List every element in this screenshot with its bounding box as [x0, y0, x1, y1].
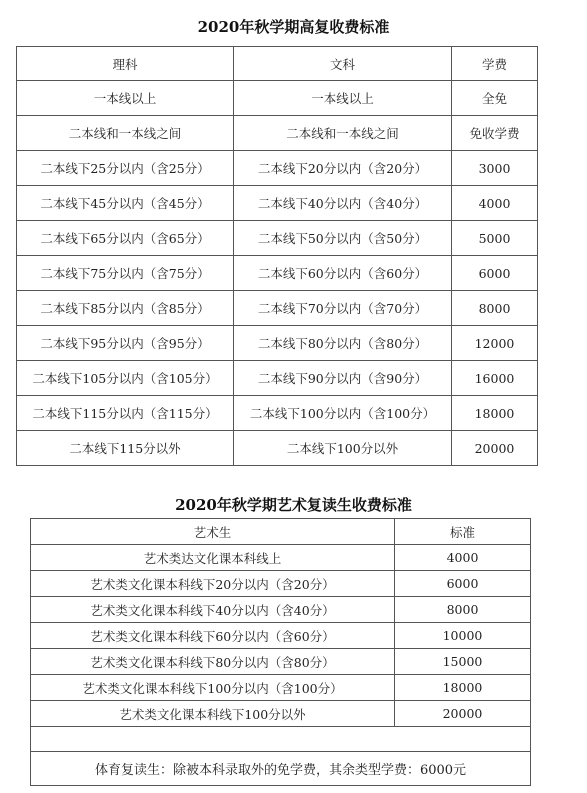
header-liberal-arts: 文科: [234, 47, 452, 81]
table-row: [17, 221, 538, 256]
tuition-cell: 4000: [452, 186, 538, 221]
art-category-cell: 艺术类文化课本科线下100分以内（含100分）: [31, 675, 395, 701]
art-category-cell: 艺术类文化课本科线下100分以外: [31, 701, 395, 727]
arts-cell: 一本线以上: [234, 81, 452, 116]
table-row: [31, 597, 531, 623]
fee-cell: 4000: [395, 545, 531, 571]
table2-title: 2020年秋学期艺术复读生收费标准: [175, 496, 412, 514]
arts-cell: 二本线下50分以内（含50分）: [234, 221, 452, 256]
fee-cell: 6000: [395, 571, 531, 597]
header-standard: 标准: [395, 519, 531, 545]
arts-cell: 二本线下70分以内（含70分）: [234, 291, 452, 326]
art-fee-table: [30, 518, 531, 786]
tuition-cell: 12000: [452, 326, 538, 361]
science-cell: 二本线下65分以内（含65分）: [17, 221, 234, 256]
table-row: [17, 431, 538, 466]
tuition-cell: 20000: [452, 431, 538, 466]
arts-cell: 二本线下100分以内（含100分）: [234, 396, 452, 431]
header-tuition: 学费: [452, 47, 538, 81]
header-science: 理科: [17, 47, 234, 81]
fee-cell: 18000: [395, 675, 531, 701]
header-art-student: 艺术生: [31, 519, 395, 545]
arts-cell: 二本线下60分以内（含60分）: [234, 256, 452, 291]
tuition-cell: 8000: [452, 291, 538, 326]
science-cell: 二本线和一本线之间: [17, 116, 234, 151]
table-row: [31, 649, 531, 675]
table-row: [31, 675, 531, 701]
footer-row: [31, 752, 531, 786]
arts-cell: 二本线下80分以内（含80分）: [234, 326, 452, 361]
science-cell: 二本线下115分以内（含115分）: [17, 396, 234, 431]
table1-title: 2020年秋学期高复收费标准: [197, 18, 390, 36]
table-row: [17, 396, 538, 431]
art-category-cell: 艺术类达文化课本科线上: [31, 545, 395, 571]
science-cell: 二本线下105分以内（含105分）: [17, 361, 234, 396]
table-row: [17, 186, 538, 221]
table-row: [17, 81, 538, 116]
fee-cell: 8000: [395, 597, 531, 623]
table-row: [17, 256, 538, 291]
arts-cell: 二本线和一本线之间: [234, 116, 452, 151]
art-category-cell: 艺术类文化课本科线下20分以内（含20分）: [31, 571, 395, 597]
science-cell: 二本线下85分以内（含85分）: [17, 291, 234, 326]
tuition-cell: 3000: [452, 151, 538, 186]
gaofu-fee-table: [16, 46, 538, 466]
tuition-cell: 18000: [452, 396, 538, 431]
table-row: [17, 291, 538, 326]
science-cell: 二本线下115分以外: [17, 431, 234, 466]
sports-student-note: 体育复读生：除被本科录取外的免学费，其余类型学费：6000元: [31, 752, 531, 786]
table-row: [31, 571, 531, 597]
science-cell: 二本线下75分以内（含75分）: [17, 256, 234, 291]
tuition-cell: 6000: [452, 256, 538, 291]
fee-cell: 10000: [395, 623, 531, 649]
tuition-cell: 5000: [452, 221, 538, 256]
blank-row: [31, 727, 531, 752]
table-row: [17, 151, 538, 186]
table-row: [17, 326, 538, 361]
arts-cell: 二本线下100分以外: [234, 431, 452, 466]
art-category-cell: 艺术类文化课本科线下60分以内（含60分）: [31, 623, 395, 649]
table-header-row: [31, 519, 531, 545]
science-cell: 二本线下95分以内（含95分）: [17, 326, 234, 361]
science-cell: 二本线下45分以内（含45分）: [17, 186, 234, 221]
science-cell: 一本线以上: [17, 81, 234, 116]
arts-cell: 二本线下90分以内（含90分）: [234, 361, 452, 396]
tuition-cell: 16000: [452, 361, 538, 396]
arts-cell: 二本线下40分以内（含40分）: [234, 186, 452, 221]
blank-cell: [31, 727, 531, 752]
table-header-row: [17, 47, 538, 81]
table-row: [17, 116, 538, 151]
art-category-cell: 艺术类文化课本科线下40分以内（含40分）: [31, 597, 395, 623]
science-cell: 二本线下25分以内（含25分）: [17, 151, 234, 186]
art-category-cell: 艺术类文化课本科线下80分以内（含80分）: [31, 649, 395, 675]
tuition-cell: 免收学费: [452, 116, 538, 151]
table-row: [17, 361, 538, 396]
fee-cell: 15000: [395, 649, 531, 675]
table-row: [31, 701, 531, 727]
table-row: [31, 545, 531, 571]
table-row: [31, 623, 531, 649]
arts-cell: 二本线下20分以内（含20分）: [234, 151, 452, 186]
tuition-cell: 全免: [452, 81, 538, 116]
fee-cell: 20000: [395, 701, 531, 727]
